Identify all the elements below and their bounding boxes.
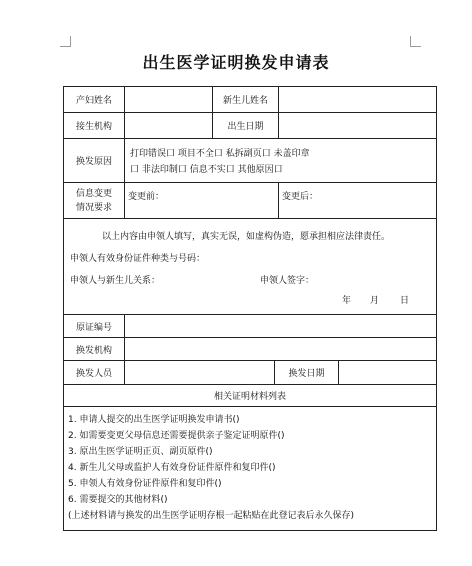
material-item-4[interactable]: 4. 新生儿父母或监护人有效身份证件原件和复印件(): [68, 462, 276, 473]
date-month-label: 月: [370, 295, 380, 306]
mother-name-label: 产妇姓名: [75, 96, 112, 106]
page-corner-mark-left: [60, 36, 71, 47]
relation-signature-line: [70, 271, 430, 287]
reissue-reason-options[interactable]: [124, 139, 436, 182]
issuing-org-field[interactable]: [124, 338, 436, 360]
issuing-org-label: 换发机构: [75, 345, 112, 356]
material-item-3[interactable]: 3. 原出生医学证明正页、副页原件(): [68, 446, 213, 457]
change-after-field[interactable]: [278, 183, 436, 218]
info-change-label: [64, 183, 124, 218]
form-title: 出生医学证明换发申请表: [142, 53, 330, 72]
material-item-2[interactable]: 2. 如需要变更父母信息还需要提供亲子鉴定证明原件(): [68, 430, 285, 441]
issue-date-field[interactable]: [338, 361, 436, 384]
original-cert-number-field[interactable]: [124, 315, 436, 337]
row-materials-list: [64, 406, 436, 530]
issuer-label: 换发人员: [75, 369, 112, 379]
baby-name-field[interactable]: [278, 87, 436, 112]
applicant-signature-label[interactable]: 申领人签字：: [260, 275, 315, 286]
application-form-table: [63, 86, 437, 531]
birth-institution-label: 接生机构: [75, 122, 112, 132]
change-after-label: 变更后：: [282, 192, 319, 202]
row-mother-baby: [64, 87, 436, 112]
birth-date-field[interactable]: [278, 113, 436, 138]
issue-date-label: 换发日期: [274, 361, 338, 384]
reason-options-line-1: 打印错误口 项目不全口 私拆副页口 未盖印章: [130, 149, 310, 159]
baby-name-label: 新生儿姓名: [212, 87, 278, 112]
reissue-reason-label: 换发原因: [75, 157, 112, 167]
issuer-field[interactable]: [124, 361, 274, 384]
change-before-field[interactable]: [124, 183, 278, 218]
reason-options-line-2: 口 非法印制口 信息不实口 其他原因口: [130, 165, 283, 175]
applicant-relation-label[interactable]: 申领人与新生儿关系：: [70, 275, 161, 286]
declaration-date-line[interactable]: [70, 291, 430, 307]
row-reissue-reason: [64, 138, 436, 182]
materials-storage-note: (上述材料请与换发的出生医学证明存根一起粘贴在此登记表后永久保存): [68, 510, 355, 521]
row-declaration: [64, 218, 436, 314]
materials-list: [64, 407, 436, 530]
material-item-1[interactable]: 1. 申请人提交的出生医学证明换发申请书(): [68, 414, 240, 425]
mother-name-field[interactable]: [124, 87, 212, 112]
page-corner-mark-right: [410, 36, 421, 47]
date-year-label: 年: [342, 295, 352, 306]
row-issuing-org: [64, 337, 436, 360]
applicant-id-type-label[interactable]: 申领人有效身份证件种类与号码：: [70, 253, 206, 264]
change-before-label: 变更前：: [128, 192, 165, 202]
row-original-cert: [64, 314, 436, 337]
birth-date-label: 出生日期: [212, 113, 278, 138]
info-change-label-line-2: 情况要求: [75, 202, 112, 213]
original-cert-number-label: 原证编号: [75, 322, 112, 333]
row-institution-birthdate: [64, 112, 436, 138]
declaration-block: [64, 219, 436, 314]
material-item-5[interactable]: 5. 申领人有效身份证件原件和复印件(): [68, 478, 222, 489]
material-item-6[interactable]: 6. 需要提交的其他材料(): [68, 494, 168, 505]
birth-institution-field[interactable]: [124, 113, 212, 138]
declaration-statement: 以上内容由申领人填写，真实无误，如虚构伪造，愿承担相应法律责任。: [102, 231, 391, 242]
materials-header: 相关证明材料列表: [213, 392, 286, 402]
row-materials-header: [64, 384, 436, 406]
info-change-label-line-1: 信息变更: [75, 188, 112, 199]
row-issuer: [64, 360, 436, 384]
row-info-change: [64, 182, 436, 218]
date-day-label: 日: [400, 295, 410, 306]
